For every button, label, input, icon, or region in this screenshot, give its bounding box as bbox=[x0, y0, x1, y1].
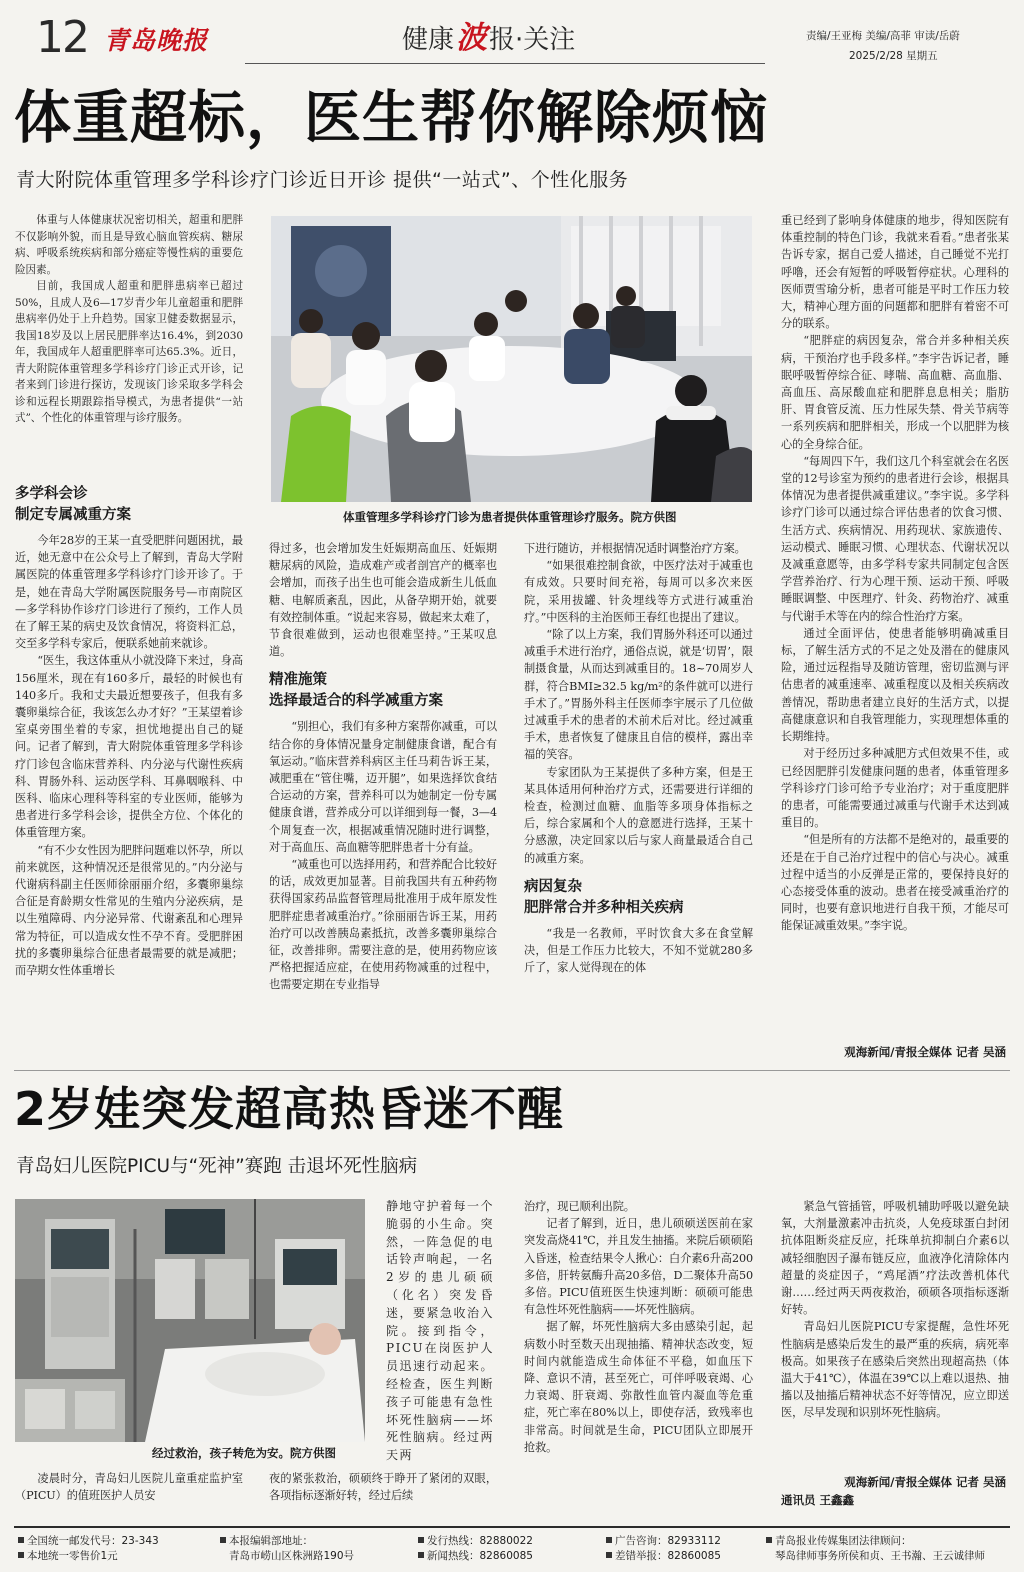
article2-col3 bbox=[524, 1198, 753, 1510]
article1-lead-p1: 体重与人体健康状况密切相关，超重和肥胖不仅影响外貌，而且是导致心脑血管疾病、糖尿病、呼吸系统疾病和部分癌症等慢性病的重要危险因素。 bbox=[15, 214, 243, 276]
article1-subhead1-line1: 多学科会诊 bbox=[15, 486, 88, 502]
article2-col2b-p1: 夜的紧张救治，硕硕终于睁开了紧闭的双眼，各项指标逐渐好转，经过后续 bbox=[269, 1472, 497, 1503]
article2-col1b-p1: 凌晨时分，青岛妇儿医院儿童重症监护室（PICU）的值班医护人员安 bbox=[15, 1472, 243, 1503]
bullet-square-icon bbox=[766, 1537, 772, 1543]
bullet-square-icon bbox=[606, 1537, 612, 1543]
article1-col3-p2: “如果很难控制食欲，中医疗法对于减重也有成效。只要时间充裕，每周可以多次来医院，采用拔罐、针灸埋线等方式进行减重治疗。”中医科的主治医师王春红也提出了建议。 bbox=[524, 559, 753, 624]
article1-col3 bbox=[524, 540, 753, 1062]
article1-byline: 观海新闻/青报全媒体 记者 吴涵 bbox=[844, 1045, 1006, 1059]
bullet-square-icon bbox=[418, 1552, 424, 1558]
section-title-left: 健康 bbox=[402, 25, 455, 55]
article1-col2-p3: “减重也可以选择用药，和营养配合比较好的话，成效更加显著。目前我国共有五种药物获得国家药品监督管理局批准用于成年原发性肥胖症患者减重治疗。”徐丽丽告诉王某，用药治疗可以改善胰岛素抵抗，改善多囊卵巢综合征，改善排卵。需要注意的是，使用药物应该严格把握适应症，在使用药物减重的过程中，也需要定期在专业指导 bbox=[269, 858, 497, 992]
article2-col3-p2: 记者了解到，近日，患儿硕硕送医前在家突发高烧41℃，并且发生抽搐。来院后硕硕陷入昏迷，检查结果令人揪心：白介素6升高200多倍，肝转氨酶升高20多倍，D二聚体升高50多倍。PICU值班医生快速判断：硕硕可能患有急性坏死性脑病——坏死性脑病。 bbox=[524, 1217, 753, 1317]
article2-photo bbox=[15, 1199, 365, 1442]
article1-col3-p1: 下进行随访，并根据情况适时调整治疗方案。 bbox=[524, 542, 746, 555]
article1-subhead3-line1: 病因复杂 bbox=[524, 878, 582, 895]
footer-error-report: 差错举报：82860085 bbox=[615, 1550, 721, 1562]
footer-address bbox=[220, 1534, 354, 1564]
article2-col1a bbox=[386, 1198, 494, 1466]
footer-retail-price: 本地统一零售价1元 bbox=[27, 1550, 118, 1562]
masthead bbox=[0, 0, 1024, 75]
footer-rule bbox=[14, 1526, 1010, 1528]
picu-bed-photo bbox=[15, 1199, 365, 1442]
article1-subhead3-line2: 肥胖常合并多种相关疾病 bbox=[524, 899, 684, 916]
article1-col1-p2: “医生，我这体重从小就没降下来过，身高156厘米，现在有160多斤，最轻的时候也有140多斤。我和丈夫最近想要孩子，但我有多囊卵巢综合征，我该怎么办才好？”王某望着诊室桌旁围坐着的专家，担忧地提出自己的疑问。记者了解到，青大附院体重管理多学科诊疗门诊包含临床营养科、内分泌与代谢性疾病科、胃肠外科、运动医学科、耳鼻咽喉科、中医科、临床心理科等科室的专业医师，能够为患者进行多学科会诊，提供全方位、个体化的体重管理方案。 bbox=[15, 654, 243, 840]
article1-col4-p5: 对于经历过多种减肥方式但效果不佳，或已经因肥胖引发健康问题的患者，体重管理多学科诊疗门诊可给予专业治疗；对于重度肥胖的患者，可能需要通过减重与代谢手术达到减重目的。 bbox=[781, 747, 1009, 830]
article1-col3-p5: “我是一名教师，平时饮食大多在食堂解决，但是工作压力比较大，不知不觉就280多斤了，家人觉得现在的体 bbox=[524, 926, 753, 975]
footer-legal-label: 青岛报业传媒集团法律顾问： bbox=[775, 1535, 912, 1547]
section-divider bbox=[14, 1070, 1010, 1071]
footer-distribution-hotline: 发行热线：82880022 bbox=[427, 1535, 533, 1547]
article2-headline: 2岁娃突发超高热昏迷不醒 bbox=[14, 1082, 565, 1136]
article1-col1-p1: 今年28岁的王某一直受肥胖问题困扰，最近，她无意中在公众号上了解到，青岛大学附属医院的体重管理多学科诊疗门诊开诊了。于是，她在青岛大学附属医院服务号—市南院区—多学科协作诊疗门诊进行了预约，工作人员在了解王某的病史及饮食情况，将资料汇总，交至多学科专家后，便联系她前来就诊。 bbox=[15, 534, 243, 651]
article2-col3-p1: 治疗，现已顺利出院。 bbox=[524, 1200, 635, 1213]
article1-subhead2-line1: 精准施策 bbox=[269, 672, 327, 689]
article1-photo bbox=[271, 216, 752, 502]
article1-col4-p6: “但是所有的方法都不是绝对的，最重要的还是在于自己治疗过程中的信心与决心。减重过程中适当的小反弹是正常的，要保持良好的心态接受体重的波动。患者在接受减重治疗的同时，也要有意识地进行自我干预，才能尽可能保证减重效果。”李宇说。 bbox=[781, 833, 1009, 933]
article2-photo-caption: 经过救治，孩子转危为安。院方供图 bbox=[152, 1446, 336, 1460]
article1-col4-p4: 通过全面评估，使患者能够明确减重目标，了解生活方式的不足之处及潜在的健康风险，通过远程指导及随访管理，密切监测与评估患者的减重速率、减重程度以及相关疾病改善情况，帮助患者建立良好的生活方式，以提高健康意识和自我管理能力，实现理想体重的长期维持。 bbox=[781, 626, 1009, 744]
bullet-square-icon bbox=[220, 1537, 226, 1543]
section-title-wave: 波 bbox=[456, 20, 488, 56]
article1-subhead2 bbox=[269, 670, 497, 712]
article1-col4 bbox=[781, 212, 1009, 1064]
meeting-room-photo bbox=[271, 216, 752, 502]
bullet-square-icon bbox=[18, 1537, 24, 1543]
article2-col1b bbox=[15, 1470, 243, 1510]
footer-news-hotline: 新闻热线：82860085 bbox=[427, 1550, 533, 1562]
article2-col4-p2: 青岛妇儿医院PICU专家提醒，急性坏死性脑病是感染后发生的最严重的疾病，病死率极高。如果孩子在感染后突然出现超高热（体温大于41℃），体温在39℃以上难以退热、抽搐以及抽搐后精神状态不好等情况，应立即送医，尽早发现和识别坏死性脑病。 bbox=[781, 1320, 1009, 1420]
footer-postal bbox=[18, 1534, 159, 1564]
footer-legal bbox=[766, 1534, 985, 1564]
article1-subhead1-line2: 制定专属减重方案 bbox=[15, 507, 131, 523]
article2-col3-p3: 据了解，坏死性脑病大多由感染引起，起病数小时至数天出现抽搐、精神状态改变，短时间内就能造成生命体征不平稳，如血压下降、意识不清，甚至死亡，可伴呼吸衰竭、心力衰竭、肝衰竭、弥散性血管内凝血等危重症，死亡率在80%以上，即使存活，致残率也非常高。时间就是生命，PICU团队立即展开抢救。 bbox=[524, 1320, 753, 1454]
article1-col4-p1: 重已经到了影响身体健康的地步，得知医院有体重控制的特色门诊，我就来看看。”患者张某告诉专家，据自己爱人描述，自己睡觉不光打呼噜，还会有短暂的呼吸暂停症状。心理科的医师贾雪瑜分析，患者可能是平时工作压力较大，精神心理方面的问题都和肥胖有着密不可分的联系。 bbox=[781, 214, 1009, 331]
article1-photo-caption: 体重管理多学科诊疗门诊为患者提供体重管理诊疗服务。院方供图 bbox=[343, 510, 677, 524]
article1-subhead3 bbox=[524, 877, 753, 919]
footer-ad-inquiry: 广告咨询：82933112 bbox=[615, 1535, 721, 1547]
article2-col4-p1: 紧急气管插管，呼吸机辅助呼吸以避免缺氧，大剂量激素冲击抗炎，人免疫球蛋白封闭抗体阻断炎症反应，托珠单抗抑制白介素6以减轻细胞因子瀑布链反应，血液净化清除体内超量的炎症因子，“鸡尾酒”疗法改善机体代谢……经过两天两夜救治，硕硕各项指标逐渐好转。 bbox=[781, 1200, 1009, 1317]
footer-postal-code: 全国统一邮发代号：23-343 bbox=[27, 1535, 159, 1547]
section-title-right: 报·关注 bbox=[489, 25, 576, 55]
editors-line: 责编/王亚梅 美编/高菲 审读/岳蔚 bbox=[806, 30, 960, 42]
article1-col3-p3: “除了以上方案，我们胃肠外科还可以通过减重手术进行治疗，通俗点说，就是‘切胃’，限制摄食量，从而达到减重目的。18~70周岁人群，符合BMI≥32.5 kg/m²的条件就可以进行手术了。”胃肠外科主任医师李宇展示了几位做过减重手术的患者的术前术后对比。经过减重手术，患者恢复了健康且自信的模样，露出幸福的笑容。 bbox=[524, 628, 753, 762]
article2-col4 bbox=[781, 1198, 1009, 1470]
bullet-square-icon bbox=[418, 1537, 424, 1543]
bullet-square-icon bbox=[18, 1552, 24, 1558]
masthead-rule bbox=[245, 63, 765, 64]
article1-subhead1 bbox=[15, 484, 243, 526]
article2-col2b bbox=[269, 1470, 497, 1510]
section-title bbox=[402, 12, 576, 56]
article1-col1-p3: “有不少女性因为肥胖问题难以怀孕，所以前来就医，这种情况还是很常见的。”内分泌与代谢病科副主任医师徐丽丽介绍，多囊卵巢综合征是育龄期女性常见的生殖内分泌疾病，是以生殖障碍、内分泌异常、代谢紊乱和心理异常为特征，可以造成女性不孕不育。受肥胖困扰的多囊卵巢综合征患者最需要的就是减肥；而孕期女性体重增长 bbox=[15, 843, 243, 978]
article2-subheadline: 青岛妇儿医院PICU与“死神”赛跑 击退坏死性脑病 bbox=[16, 1156, 418, 1177]
paper-name: 青岛晚报 bbox=[104, 26, 209, 55]
footer-address-label: 本报编辑部地址： bbox=[229, 1535, 313, 1547]
article1-col1 bbox=[15, 484, 243, 1062]
bullet-square-icon bbox=[606, 1552, 612, 1558]
article2-col1a-p1: 静地守护着每一个脆弱的小生命。突然，一阵急促的电话铃声响起，一名2岁的患儿硕硕（化名）突发昏迷，要紧急收治入院。接到指令，PICU在岗医护人员迅速行动起来。经检查，医生判断孩子可能患有急性坏死性脑病——坏死性脑病。经过两天两 bbox=[386, 1199, 494, 1463]
article1-col4-p2: “肥胖症的病因复杂，常合并多种相关疾病，干预治疗也手段多样。”李宇告诉记者，睡眠呼吸暂停综合征、哮喘、高血糖、高血脂、高血压、高尿酸血症和肥胖息息相关；脂肪肝、胃食管反流、压力性尿失禁、骨关节病等一系列疾病和肥胖相关，形成一个以肥胖为核心的全身综合征。 bbox=[781, 334, 1009, 451]
article2-byline: 观海新闻/青报全媒体 记者 吴涵 bbox=[844, 1475, 1006, 1489]
footer-hotlines bbox=[418, 1534, 533, 1564]
footer-address-value: 青岛市崂山区株洲路190号 bbox=[229, 1550, 355, 1562]
article1-col4-p3: “每周四下午，我们这几个科室就会在名医堂的12号诊室为预约的患者进行会诊，根据具体情况为患者提供减重建议。”李宇说。多学科诊疗门诊可以通过综合评估患者的饮食习惯、生活方式、疾病情况、用药现状、家族遗传、运动模式、睡眠习惯、心理状态、代谢状况以及减重意愿等，由多学科专家共同制定包含医学营养治疗、行为心理干预、运动干预、呼吸睡眠调整、中医理疗、针灸、药物治疗、减重与代谢手术等在内的综合性治疗方案。 bbox=[781, 454, 1009, 623]
article1-lead bbox=[15, 212, 243, 480]
issue-date: 2025/2/28 星期五 bbox=[849, 50, 938, 62]
article1-col2-p1: 得过多，也会增加发生妊娠期高血压、妊娠期糖尿病的风险，造成难产或者剖宫产的概率也会增加，而孩子出生也可能会造成新生儿低血糖、电解质紊乱，因此，从备孕期开始，就要有效控制体重。“说起来容易，做起来太难了，节食很难做到，运动也很难坚持。”王某叹息道。 bbox=[269, 542, 497, 659]
article2-byline-correspondent: 通讯员 王鑫鑫 bbox=[781, 1493, 855, 1507]
article1-col2 bbox=[269, 540, 497, 1062]
article1-subhead2-line2: 选择最适合的科学减重方案 bbox=[269, 693, 443, 710]
article1-subheadline: 青大附院体重管理多学科诊疗门诊近日开诊 提供“一站式”、个性化服务 bbox=[16, 169, 629, 191]
footer-legal-value: 琴岛律师事务所侯和贞、王书瀚、王云诚律师 bbox=[775, 1550, 985, 1562]
article1-lead-p2: 目前，我国成人超重和肥胖患病率已超过50%，且成人及6—17岁青少年儿童超重和肥胖患病率仍处于上升趋势。国家卫健委数据显示，我国18岁及以上居民肥胖率达16.4%，到2030年，我国成年人超重肥胖率可达65.3%。近日，青大附院体重管理多学科诊疗门诊正式开诊，记者来到门诊进行探访，发现该门诊采取多学科会诊和远程长期跟踪指导模式，为患者提供“一站式”、个性化的体重管理与诊疗服务。 bbox=[15, 280, 243, 424]
article1-headline: 体重超标，医生帮你解除烦恼 bbox=[14, 85, 768, 151]
article1-col2-p2: “别担心，我们有多种方案帮你减重，可以结合你的身体情况量身定制健康食谱，配合有氧运动。”临床营养科病区主任马莉告诉王某，减肥重在“管住嘴，迈开腿”，如果选择饮食结合运动的方案，营养科可以为她制定一份专属健康食谱，营养成分可以详细到每一餐，3—4个周复查一次，根据减重情况随时进行调整，对于高血压、高血糖等肥胖患者十分有益。 bbox=[269, 720, 497, 854]
footer-ads bbox=[606, 1534, 721, 1564]
page-number: 12 bbox=[36, 12, 88, 63]
article1-col3-p4: 专家团队为王某提供了多种方案，但是王某具体适用何种治疗方式，还需要进行详细的检查，检测过血糖、血脂等多项身体指标之后，综合家属和个人的意愿进行选择，王某十分感激，决定回家以后与家人商量最适合自己的减重方案。 bbox=[524, 765, 753, 865]
